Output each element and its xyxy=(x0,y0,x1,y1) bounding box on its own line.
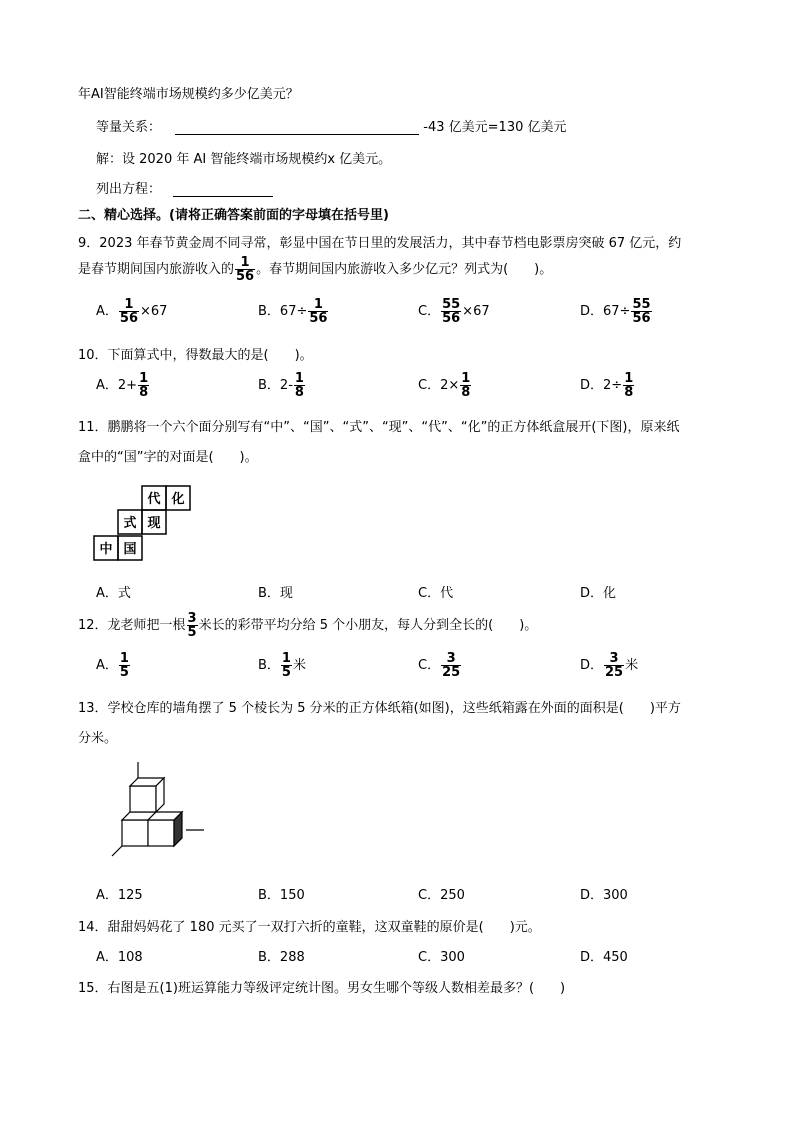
question-13-line2: 分米。 xyxy=(78,731,118,746)
option-a[interactable]: A．108 xyxy=(96,950,143,965)
question-13-line1: 13．学校仓库的墙角摆了 5 个棱长为 5 分米的正方体纸箱(如图)，这些纸箱露在外面的面积是( )平方 xyxy=(78,701,681,716)
question-12-line: 12．龙老师把一根 $\frac{3}{5}$ 米长的彩带平均分给 5 个小朋友，每人分到全长的( )。 xyxy=(78,611,538,640)
option-d[interactable]: D． $\frac{3}{25}$ 米 xyxy=(580,651,639,680)
question-15-line: 15．右图是五(1)班运算能力等级评定统计图。男女生哪个等级人数相差最多？( ) xyxy=(78,981,566,996)
equivalence-suffix: -43 亿美元=130 亿美元 xyxy=(423,120,567,135)
net-cell-2: 化 xyxy=(171,492,185,507)
option-b[interactable]: B．150 xyxy=(258,888,305,903)
option-c[interactable]: C．300 xyxy=(418,950,465,965)
cube-net-figure xyxy=(90,482,200,566)
option-b[interactable]: B．现 xyxy=(258,586,293,601)
boxes-corner-figure xyxy=(108,760,212,860)
option-a[interactable]: A． $\frac{1}{5}$ xyxy=(96,651,129,680)
section-title: 二、精心选择。(请将正确答案前面的字母填在括号里) xyxy=(78,208,389,223)
option-d[interactable]: D．300 xyxy=(580,888,628,903)
net-cell-5: 中 xyxy=(99,542,113,557)
equivalence-line xyxy=(96,116,567,135)
equivalence-label: 等量关系： xyxy=(96,120,162,135)
option-d[interactable]: D．化 xyxy=(580,586,617,601)
question-14-line: 14．甜甜妈妈花了 180 元买了一双打六折的童鞋，这双童鞋的原价是( )元。 xyxy=(78,920,541,935)
option-d[interactable]: D．450 xyxy=(580,950,628,965)
option-c[interactable]: C．250 xyxy=(418,888,465,903)
question-9-text: 是春节期间国内旅游收入的 xyxy=(78,262,235,277)
fraction: $\frac{1}{56}$ xyxy=(236,255,255,284)
option-a[interactable]: A．125 xyxy=(96,888,143,903)
option-c[interactable]: C． $\frac{55}{56}$ ×67 xyxy=(418,297,490,326)
net-cell-4: 现 xyxy=(147,516,161,531)
question-9-text-end: 。春节期间国内旅游收入多少亿元？列式为( )。 xyxy=(256,262,553,277)
question-9-line1: 9．2023 年春节黄金周不同寻常，彰显中国在节日里的发展活力，其中春节档电影票房突破 67 亿元，约 xyxy=(78,236,682,251)
option-b[interactable]: B．288 xyxy=(258,950,305,965)
solution-line: 解：设 2020 年 AI 智能终端市场规模约x 亿美元。 xyxy=(96,152,392,167)
option-a[interactable]: A． $\frac{1}{56}$ ×67 xyxy=(96,297,168,326)
option-b[interactable]: B．67÷ $\frac{1}{56}$ xyxy=(258,297,328,326)
equation-line xyxy=(96,178,273,197)
option-b[interactable]: B． $\frac{1}{5}$ 米 xyxy=(258,651,306,680)
question-10-line: 10．下面算式中，得数最大的是( )。 xyxy=(78,348,313,363)
option-a[interactable]: A．2+ $\frac{1}{8}$ xyxy=(96,371,149,400)
option-d[interactable]: D．67÷ $\frac{55}{56}$ xyxy=(580,297,651,326)
option-a[interactable]: A．式 xyxy=(96,586,131,601)
net-cell-3: 式 xyxy=(123,516,137,531)
question-11-line1: 11．鹏鹏将一个六个面分别写有“中”、“国”、“式”、“现”、“代”、“化”的正方体纸盒展开(下图)，原来纸 xyxy=(78,420,680,435)
option-c[interactable]: C．2× $\frac{1}{8}$ xyxy=(418,371,471,400)
question-continuation: 年AI智能终端市场规模约多少亿美元？ xyxy=(78,87,299,102)
answer-blank[interactable] xyxy=(175,121,419,135)
question-9-line2 xyxy=(78,256,552,283)
option-d[interactable]: D．2÷ $\frac{1}{8}$ xyxy=(580,371,634,400)
question-11-line2: 盒中的“国”字的对面是( )。 xyxy=(78,450,258,465)
net-cell-6: 国 xyxy=(123,542,137,557)
equation-blank[interactable] xyxy=(173,183,273,197)
option-c[interactable]: C．代 xyxy=(418,586,454,601)
option-c[interactable]: C． $\frac{3}{25}$ xyxy=(418,651,461,680)
net-cell-1: 代 xyxy=(147,492,161,507)
option-b[interactable]: B．2- $\frac{1}{8}$ xyxy=(258,371,304,400)
equation-label: 列出方程： xyxy=(96,182,162,197)
